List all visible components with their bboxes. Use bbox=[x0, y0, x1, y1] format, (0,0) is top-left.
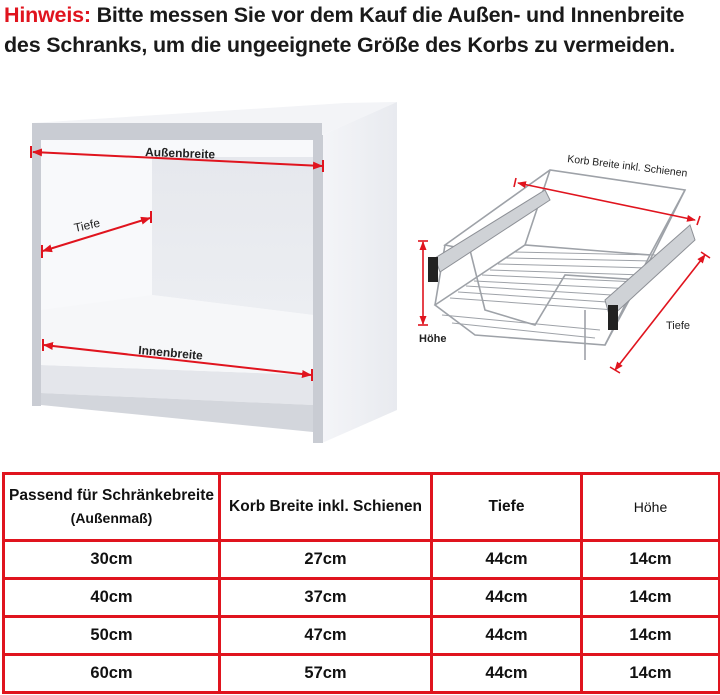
header-cabinet-width-line1: Passend für Schränkebreite bbox=[8, 487, 215, 504]
label-depth: Tiefe bbox=[72, 215, 102, 235]
label-basket-height: Höhe bbox=[419, 333, 447, 345]
notice-prefix: Hinweis: bbox=[4, 3, 91, 27]
header-basket-width: Korb Breite inkl. Schienen bbox=[220, 474, 432, 541]
header-cabinet-width-line2: (Außenmaß) bbox=[70, 510, 153, 526]
basket-diagram bbox=[410, 140, 720, 400]
cell-cabinet-width: 40cm bbox=[4, 579, 220, 617]
table-row bbox=[4, 655, 720, 693]
label-basket-depth: Tiefe bbox=[666, 320, 691, 332]
cell-height: 14cm bbox=[582, 579, 720, 617]
cell-basket-width: 37cm bbox=[220, 579, 432, 617]
cell-cabinet-width: 30cm bbox=[4, 541, 220, 579]
cabinet-diagram bbox=[0, 60, 420, 460]
cell-height: 14cm bbox=[582, 541, 720, 579]
cell-basket-width: 27cm bbox=[220, 541, 432, 579]
cell-basket-width: 47cm bbox=[220, 617, 432, 655]
table-row bbox=[4, 541, 720, 579]
label-outer-width: Außenbreite bbox=[144, 145, 216, 162]
table-row bbox=[4, 579, 720, 617]
header-height: Höhe bbox=[582, 474, 720, 541]
notice-text bbox=[4, 0, 720, 60]
label-inner-width: Innenbreite bbox=[137, 343, 204, 363]
table-row bbox=[4, 617, 720, 655]
notice-body: Bitte messen Sie vor dem Kauf die Außen- und Innenbreite des Schranks, um die ungeeignete Größe des Korbs zu vermeiden. bbox=[4, 3, 685, 57]
cell-cabinet-width: 50cm bbox=[4, 617, 220, 655]
header-cabinet-width bbox=[4, 474, 220, 541]
cell-depth: 44cm bbox=[432, 579, 582, 617]
header-depth: Tiefe bbox=[432, 474, 582, 541]
cell-basket-width: 57cm bbox=[220, 655, 432, 693]
size-table bbox=[2, 472, 720, 694]
cell-height: 14cm bbox=[582, 655, 720, 693]
label-basket-width: Korb Breite inkl. Schienen bbox=[566, 153, 689, 180]
cell-height: 14cm bbox=[582, 617, 720, 655]
cell-depth: 44cm bbox=[432, 541, 582, 579]
table-header-row bbox=[4, 474, 720, 541]
cell-depth: 44cm bbox=[432, 655, 582, 693]
cell-depth: 44cm bbox=[432, 617, 582, 655]
cell-cabinet-width: 60cm bbox=[4, 655, 220, 693]
